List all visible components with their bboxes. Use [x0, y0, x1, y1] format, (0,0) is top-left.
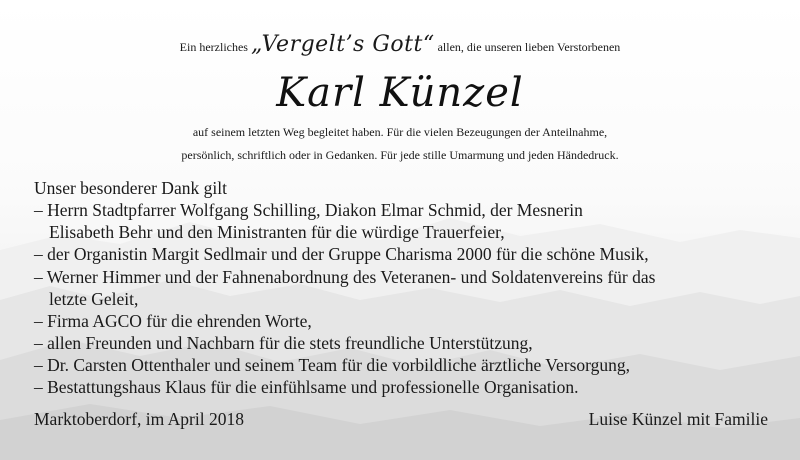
thanks-line-6: – Firma AGCO für die ehrenden Worte, — [34, 311, 312, 331]
intro-text-after: allen, die unseren lieben Verstorbenen — [434, 40, 621, 54]
paragraph-line-1: auf seinem letzten Weg begleitet haben. Für die vielen Bezeugungen der Anteilnahme, — [192, 125, 608, 139]
thanks-heading: Unser besonderer Dank gilt — [34, 178, 227, 198]
place-and-date: Marktoberdorf, im April 2018 — [34, 409, 244, 429]
vergelts-gott-phrase: „Vergelt’s Gott“ — [250, 32, 435, 57]
thanks-line-8: – Dr. Carsten Ottenthaler und seinem Team für die vorbildliche ärztliche Versorgung, — [34, 355, 631, 375]
thanks-line-9: – Bestattungshaus Klaus für die einfühlsame und professionelle Organisation. — [34, 377, 579, 397]
intro-text-before: Ein herzliches — [179, 40, 251, 54]
signature: Luise Künzel mit Familie — [588, 409, 768, 429]
thanks-line-4: – Werner Himmer und der Fahnenabordnung des Veteranen- und Soldatenvereins für das — [34, 267, 656, 287]
thanks-line-2: Elisabeth Behr und den Ministranten für die würdige Trauerfeier, — [49, 222, 505, 242]
thanks-line-7: – allen Freunden und Nachbarn für die stets freundliche Unterstützung, — [34, 333, 533, 353]
deceased-name: Karl Künzel — [276, 70, 524, 116]
intro-line — [0, 34, 800, 58]
thanks-line-1: – Herrn Stadtpfarrer Wolfgang Schilling, Diakon Elmar Schmid, der Mesnerin — [34, 200, 583, 220]
thanks-line-3: – der Organistin Margit Sedlmair und der Gruppe Charisma 2000 für die schöne Musik, — [34, 244, 649, 264]
paragraph-line-2: persönlich, schriftlich oder in Gedanken. Für jede stille Umarmung und jeden Händedruck. — [181, 148, 619, 162]
thanks-line-5: letzte Geleit, — [49, 289, 139, 309]
